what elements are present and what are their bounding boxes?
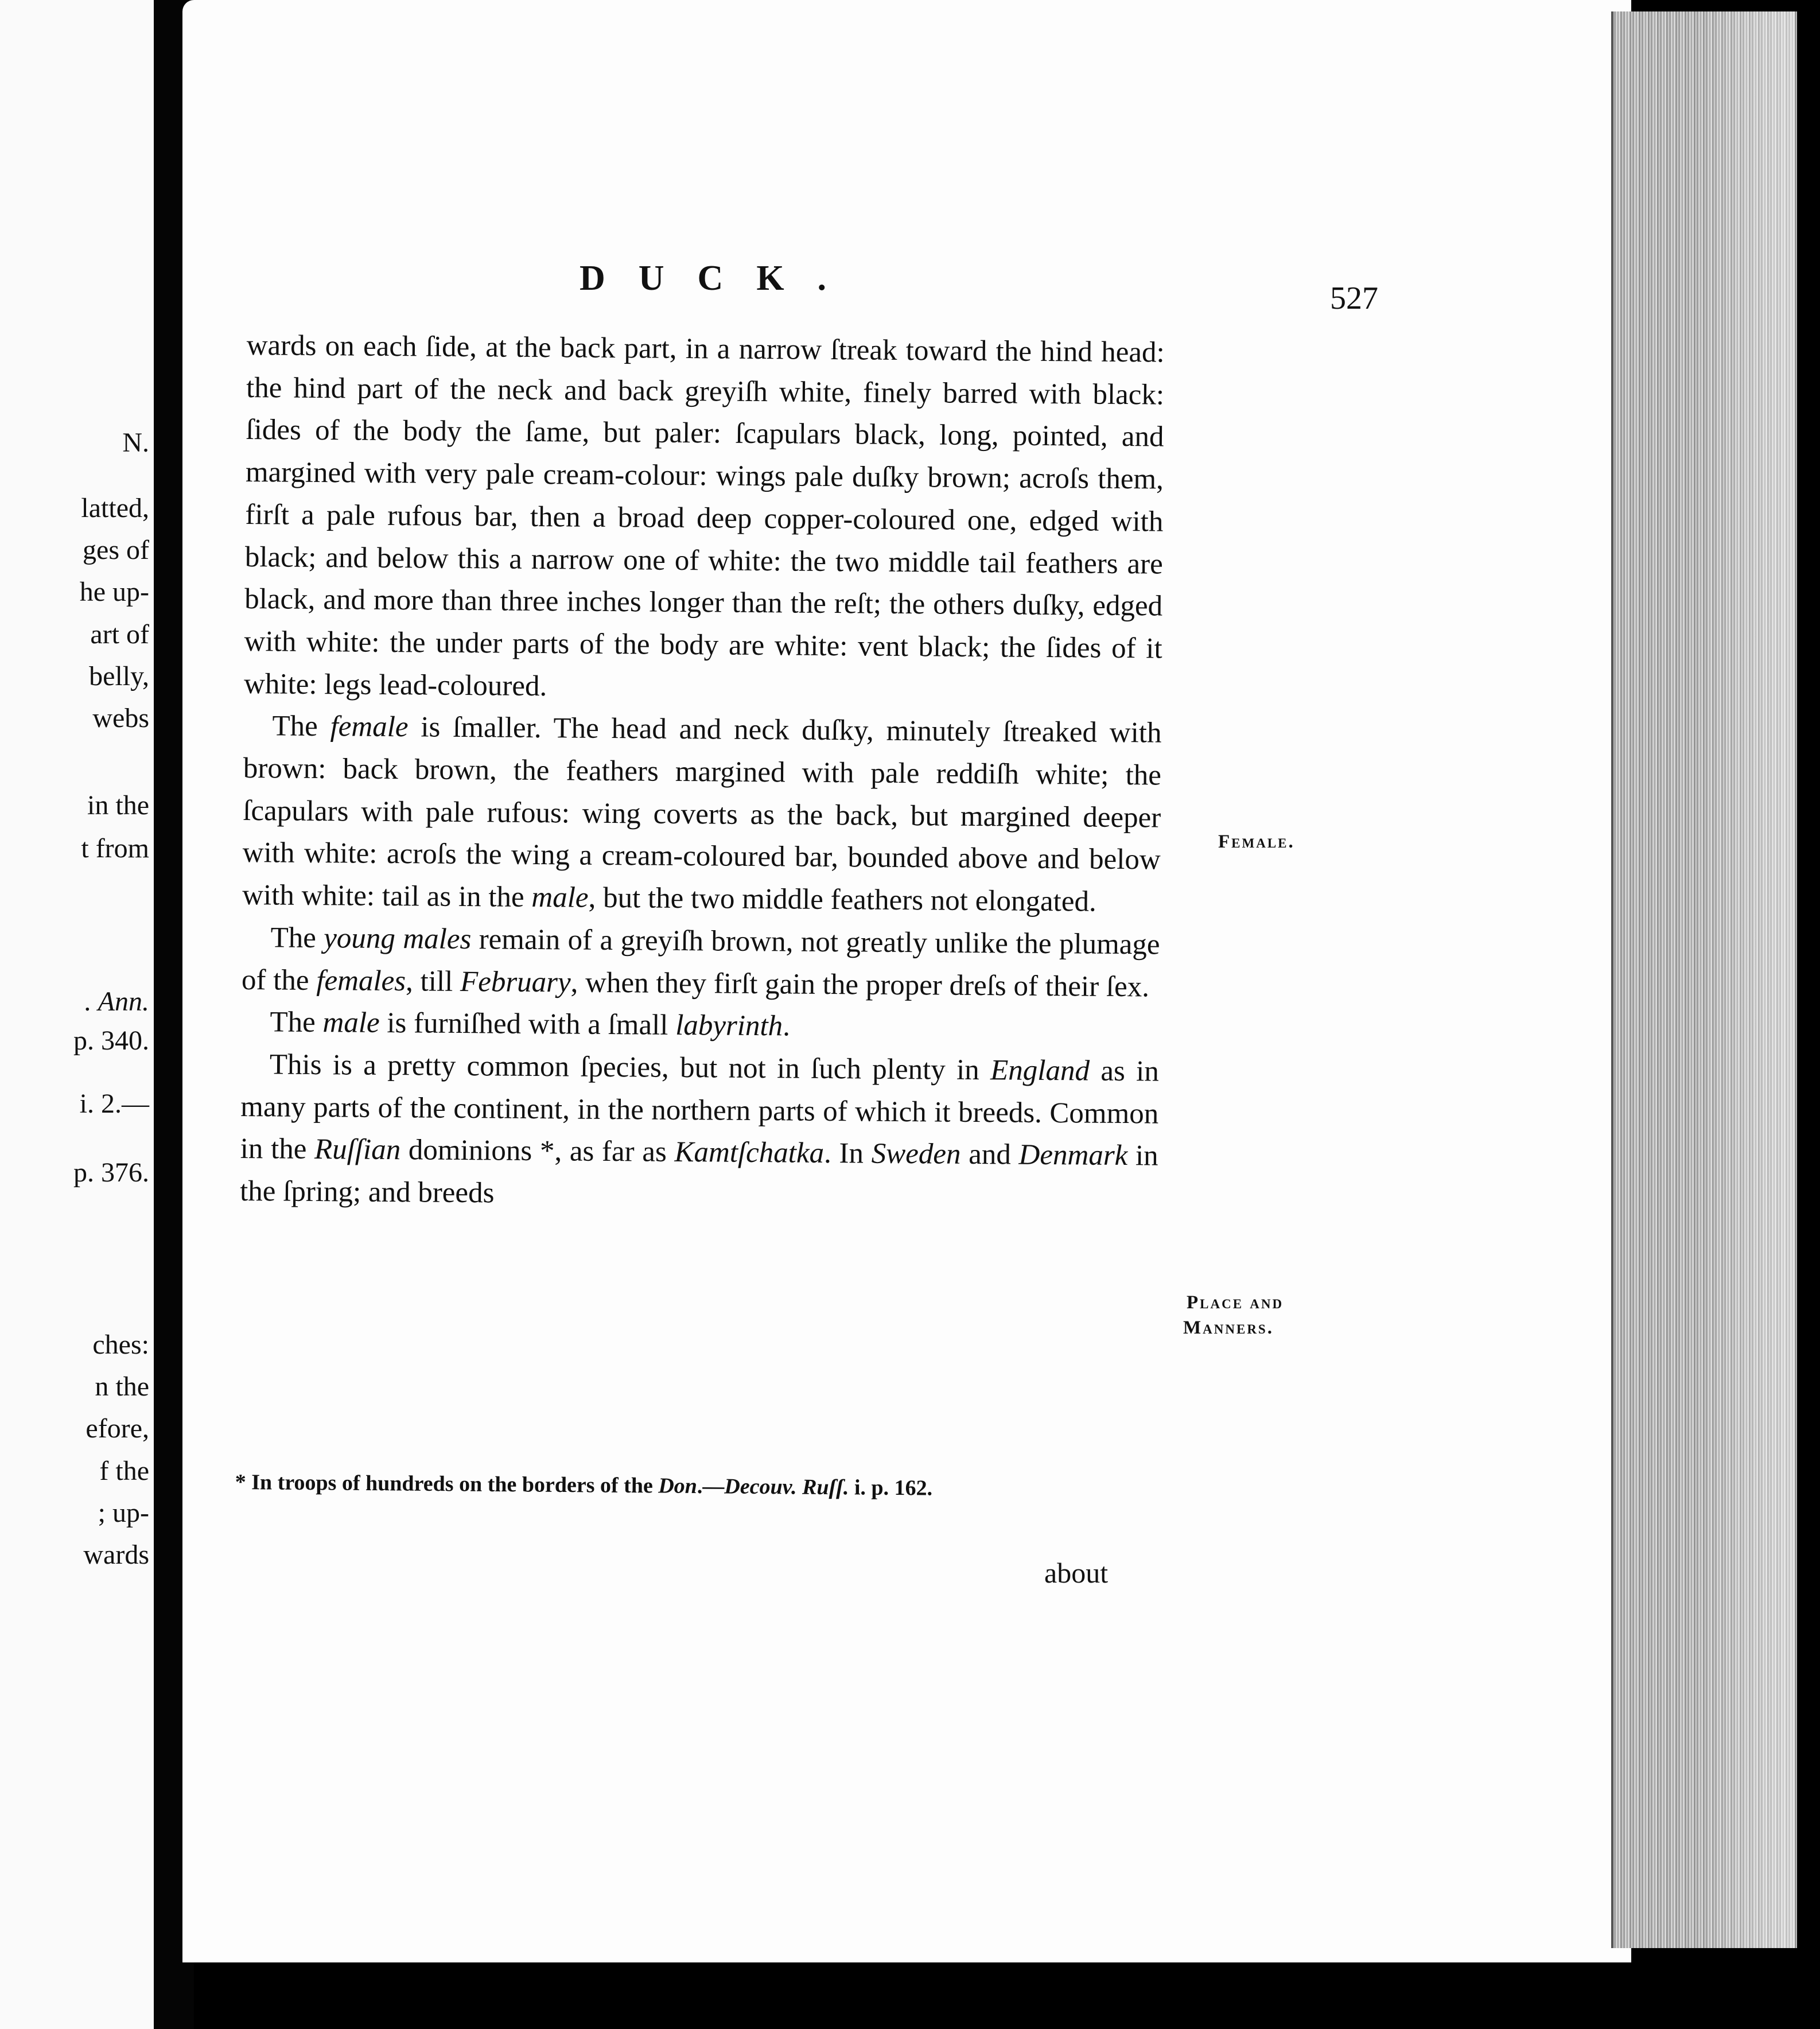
italic-text: male <box>531 881 589 914</box>
text-run: This is a pretty common ſpecies, but not in ſuch plenty in <box>269 1048 991 1087</box>
text-run: is furniſhed with a ſmall <box>379 1007 676 1042</box>
text-run: and <box>960 1138 1019 1171</box>
margin-note: Female. <box>1218 831 1295 852</box>
left-page-fragment: belly, <box>89 661 149 691</box>
page-edges-highlight <box>1698 11 1795 1948</box>
italic-text: England <box>990 1054 1090 1087</box>
italic-text: female <box>330 710 409 744</box>
text-run: remain of a greyiſh brown, not greatly unlike the plumage of the <box>241 923 1160 997</box>
text-run: . <box>782 1010 791 1043</box>
page-number: 527 <box>1330 281 1378 316</box>
margin-note: Manners. <box>1183 1317 1274 1338</box>
margin-note: Place and <box>1187 1292 1284 1313</box>
footnote-run: .— <box>697 1474 725 1499</box>
italic-text: Kamtſchatka <box>674 1136 825 1170</box>
left-page-fragment: . Ann. <box>84 986 149 1017</box>
catchword: about <box>1044 1557 1109 1589</box>
text-run: . In <box>823 1137 872 1170</box>
left-page-fragment: i. 2.— <box>79 1089 149 1119</box>
italic-text: Ruſſian <box>314 1133 401 1167</box>
italic-text: females <box>316 964 406 997</box>
left-page-fragment: wards <box>83 1540 149 1570</box>
left-page-fragment: art of <box>90 619 149 650</box>
italic-text: Denmark <box>1018 1138 1128 1172</box>
left-page-fragment: f the <box>99 1456 149 1486</box>
left-page-fragment: he up- <box>79 577 149 607</box>
left-page-fragment: ches: <box>92 1330 149 1360</box>
text-run: wards on each ſide, at the back part, in a narrow ſtreak toward the hind head: the hind part of the neck and back greyiſh white, finely barred with black: ſides of the body the ſame, but paler: ſcapulars black, long, pointed, and margined with very pale cream-colour: wings pale duſky brown; acroſs them, firſt a pale rufous bar, then a broad deep copper-coloured one, edged with black; and below this a narrow one of white: the two middle tail feathers are black, and more than three inches longer than the reſt; the others duſky, edged with white: the under parts of the body are white: vent black; the ſides of it white: legs lead-coloured. <box>243 329 1165 702</box>
left-facing-page <box>0 0 154 2029</box>
left-page-fragment: latted, <box>81 493 149 523</box>
left-page-fragment: t from <box>81 833 149 864</box>
italic-text: young males <box>324 922 472 955</box>
text-run: , when they firſt gain the proper dreſs of their ſex. <box>570 966 1150 1003</box>
paragraph <box>240 1044 1159 1220</box>
left-page-fragment: webs <box>92 703 149 733</box>
italic-text: male <box>322 1006 380 1040</box>
paragraph <box>242 705 1162 924</box>
text-run: dominions *, as far as <box>400 1134 675 1169</box>
text-run: , but the two middle feathers not elongated. <box>588 881 1096 918</box>
body-text <box>240 325 1165 1220</box>
left-page-fragment: in the <box>87 790 149 821</box>
paragraph <box>241 1001 1160 1051</box>
footnote-italic: Don <box>658 1474 698 1499</box>
text-run: as in many parts of the continent, in the northern parts of which it breeds. Common in the <box>240 1055 1160 1166</box>
text-run: The <box>270 1006 323 1039</box>
left-page-fragment: ; up- <box>98 1498 149 1528</box>
paragraph <box>242 917 1160 1009</box>
left-page-fragment: efore, <box>85 1413 149 1444</box>
text-run: in the ſpring; and breeds <box>239 1140 1158 1210</box>
italic-text: Sweden <box>871 1137 961 1171</box>
paragraph <box>244 325 1165 713</box>
footnote-run: * In troops of hundreds on the borders of the <box>235 1470 659 1498</box>
left-page-fragment: p. 376. <box>73 1157 149 1188</box>
text-run: The <box>272 710 330 743</box>
italic-text: labyrinth <box>675 1009 783 1043</box>
left-page-fragment: N. <box>122 427 149 458</box>
footnote-run: i. p. 162. <box>849 1475 933 1501</box>
text-run: The <box>270 922 324 954</box>
italic-text: February <box>460 965 571 999</box>
left-page-fragment: ges of <box>83 535 149 565</box>
text-run: , till <box>405 965 461 998</box>
footnote-italic: Decouv. Ruſſ. <box>724 1474 849 1500</box>
left-page-fragment: n the <box>95 1371 149 1402</box>
running-head: DUCK. <box>580 259 860 298</box>
text-run: is ſmaller. The head and neck duſky, minutely ſtreaked with brown: back brown, the feathers margined with pale reddiſh white; the ſcapulars with pale rufous: wing coverts as the back, but margined deeper with white: acroſs the wing a cream-coloured bar, bounded above and below with white: tail as in the <box>242 711 1162 914</box>
left-page-fragment: p. 340. <box>73 1025 149 1056</box>
